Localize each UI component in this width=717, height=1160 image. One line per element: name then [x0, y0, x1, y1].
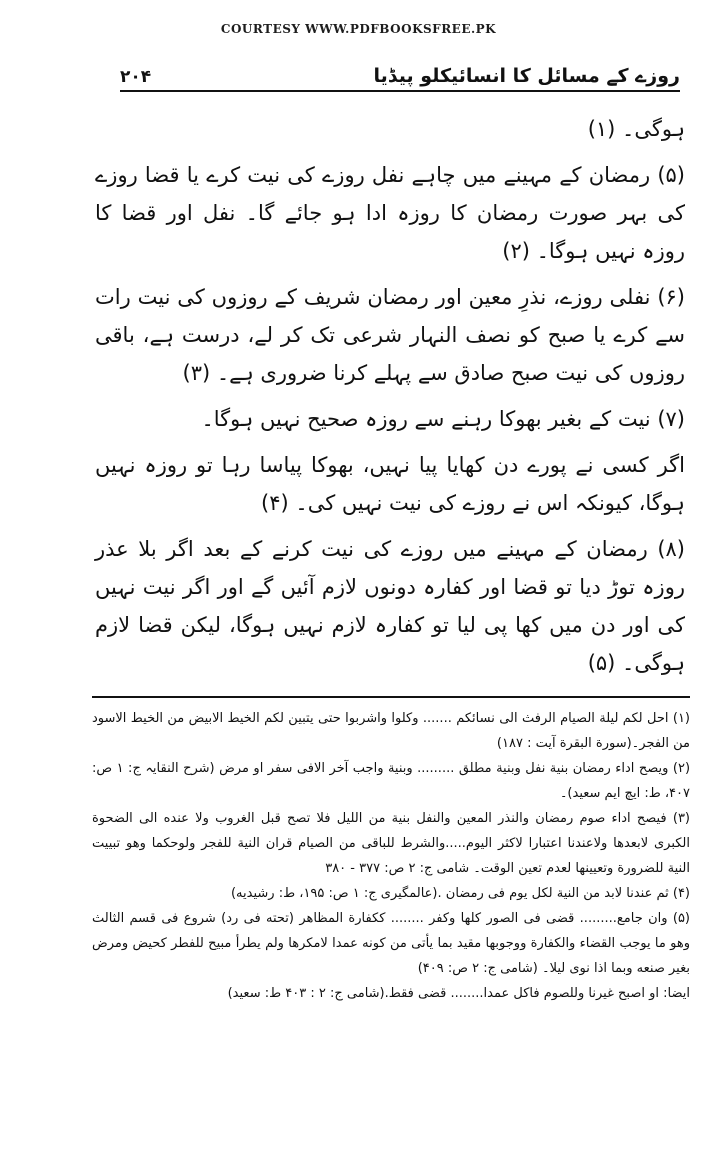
footnotes — [92, 706, 690, 1006]
footnote-divider — [92, 696, 690, 698]
footnote: (۵) وان جامع......... قضی فی الصور کلها وکفر ........ ککفارة المظاهر (تحته فی رد) شروع فی قسم الثالث وهو ما یوجب القضاء والکفارة ووجوبها مقید بما یأتی من کونه عمدا لامکرها ولم یطرأ مبیح للفطر کحیض ومرض بغیر صنعه وبما اذا نوی لیلا۔ (شامی ج: ۲ ص: ۴۰۹) — [92, 911, 690, 976]
main-text — [95, 110, 685, 690]
body-paragraph: (۵) رمضان کے مہینے میں چاہے نفل روزے کی نیت کرے یا قضا روزے کی بہر صورت رمضان کا روزہ ادا ہو جائے گا۔ نفل اور قضا کا روزہ نہیں ہوگا۔ (۲) — [95, 163, 685, 263]
body-paragraph: (۷) نیت کے بغیر بھوکا رہنے سے روزہ صحیح نہیں ہوگا۔ — [201, 407, 685, 431]
courtesy-watermark: COURTESY WWW.PDFBOOKSFREE.PK — [220, 22, 497, 36]
footnote: ایضا: او اصبح غیرنا وللصوم فاکل عمدا........ قضی فقط.(شامی ج: ۲ : ۴۰۳ ط: سعید) — [227, 986, 690, 1001]
running-title: روزے کے مسائل کا انسائیکلو پیڈیا — [373, 65, 680, 87]
footnote: (۴) ثم عندنا لابد من النیة لکل یوم فی رمضان .(عالمگیری ج: ۱ ص: ۱۹۵، ط: رشیدیه) — [230, 886, 690, 901]
page-header — [120, 54, 680, 92]
body-paragraph: (۶) نفلی روزے، نذرِ معین اور رمضان شریف کے روزوں کی نیت رات سے کرے یا صبح کو نصف النہار شرعی تک کر لے، درست ہے، باقی روزوں کی نیت صبح صادق سے پہلے کرنا ضروری ہے۔ (۳) — [95, 285, 685, 385]
page-number: ۲۰۴ — [120, 67, 152, 87]
footnote: (۳) فیصح اداء صوم رمضان والنذر المعین والنفل بنیة من اللیل فلا تصح قبل الغروب ولا عنده الی الضحوة الکبری لابعدها ولاعندنا اعتبارا لاکثر الیوم.....والشرط للباقی من الصیام قران النیة للفجر ولوحکما وهو تبییت النیة للضرورة وتعیینها لعدم تعین الوقت۔ شامی ج: ۲ ص: ۳۷۷ - ۳۸۰ — [92, 811, 690, 876]
footnote: (۱) احل لکم لیلة الصیام الرفث الی نسائکم ....... وکلوا واشربوا حتی یتبین لکم الخیط الابیض من الخیط الاسود من الفجر۔(سورة البقرة آیت : ۱۸۷) — [92, 711, 690, 751]
body-paragraph: ہوگی۔ (۱) — [587, 117, 685, 141]
footnote: (۲) ویصح اداء رمضان بنیة نفل وبنیة مطلق ......... وبنیة واجب آخر الافی سفر او مرض (شرح النقایہ ج: ۱ ص: ۴۰۷، ط: ایچ ایم سعید)۔ — [92, 761, 691, 801]
body-paragraph: اگر کسی نے پورے دن کھایا پیا نہیں، بھوکا پیاسا رہا تو روزہ نہیں ہوگا، کیونکہ اس نے روزے کی نیت نہیں کی۔ (۴) — [95, 453, 685, 515]
body-paragraph: (۸) رمضان کے مہینے میں روزے کی نیت کرنے کے بعد اگر بلا عذر روزہ توڑ دیا تو قضا اور کفارہ دونوں لازم آئیں گے اور اگر نیت نہیں کی اور دن میں کھا پی لیا تو کفارہ لازم نہیں ہوگا، لیکن قضا لازم ہوگی۔ (۵) — [95, 537, 685, 675]
